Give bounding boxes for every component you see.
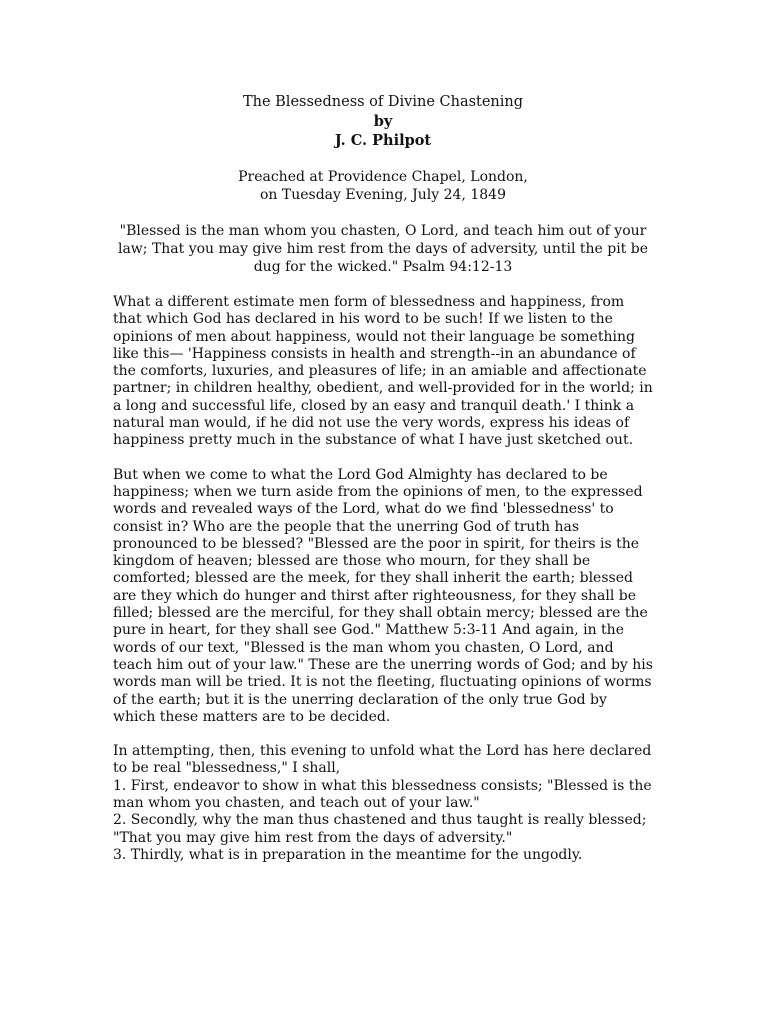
title-block: [113, 92, 653, 150]
preached-date: on Tuesday Evening, July 24, 1849: [260, 187, 506, 203]
body-paragraph-1: What a different estimate men form of blessedness and happiness, from that which God has declared in his word to be such! If we listen to the opinions of men about happiness, would not their language be something like this— 'Happiness consists in health and strength--in an abundance of the comforts, luxuries, and pleasures of life; in an amiable and affectionate partner; in children healthy, obedient, and well-provided for in the world; in a long and successful life, closed by an easy and tranquil death.' I think a natural man would, if he did not use the very words, express his ideas of happiness pretty much in the substance of what I have just sketched out.: [113, 294, 653, 449]
author-name: J. C. Philpot: [334, 132, 432, 149]
outline-item-3: 3. Thirdly, what is in preparation in the meantime for the ungodly.: [113, 846, 583, 863]
sermon-page: [113, 92, 653, 864]
outline-item-2: 2. Secondly, why the man thus chastened and thus taught is really blessed; "That you may give him rest from the days of adversity.": [113, 812, 647, 846]
outline-section: [113, 743, 653, 864]
outline-item-1: 1. First, endeavor to show in what this blessedness consists; "Blessed is the man whom you chasten, and teach out of your law.": [113, 777, 652, 812]
sermon-title: The Blessedness of Divine Chastening: [242, 94, 524, 110]
byline-by: by: [373, 113, 393, 130]
preached-info: [113, 168, 653, 204]
outline-intro: In attempting, then, this evening to unfold what the Lord has here declared to be real "blessedness," I shall,: [113, 743, 652, 777]
preached-location: Preached at Providence Chapel, London,: [238, 169, 528, 185]
scripture-epigraph: "Blessed is the man whom you chasten, O Lord, and teach him out of your law; That you may give him rest from the days of adversity, until the pit be dug for the wicked." Psalm 94:12-13: [117, 223, 649, 275]
body-paragraph-2: But when we come to what the Lord God Almighty has declared to be happiness; when we turn aside from the opinions of men, to the expressed words and revealed ways of the Lord, what do we find 'blessedness' to consist in? Who are the people that the unerring God of truth has pronounced to be blessed? "Blessed are the poor in spirit, for theirs is the kingdom of heaven; blessed are those who mourn, for they shall be comforted; blessed are the meek, for they shall inherit the earth; blessed are they which do hunger and thirst after righteousness, for they shall be filled; blessed are the merciful, for they shall obtain mercy; blessed are the pure in heart, for they shall see God." Matthew 5:3-11 And again, in the words of our text, "Blessed is the man whom you chasten, O Lord, and teach him out of your law." These are the unerring words of God; and by his words man will be tried. It is not the fleeting, fluctuating opinions of worms of the earth; but it is the unerring declaration of the only true God by which these matters are to be decided.: [113, 466, 653, 725]
